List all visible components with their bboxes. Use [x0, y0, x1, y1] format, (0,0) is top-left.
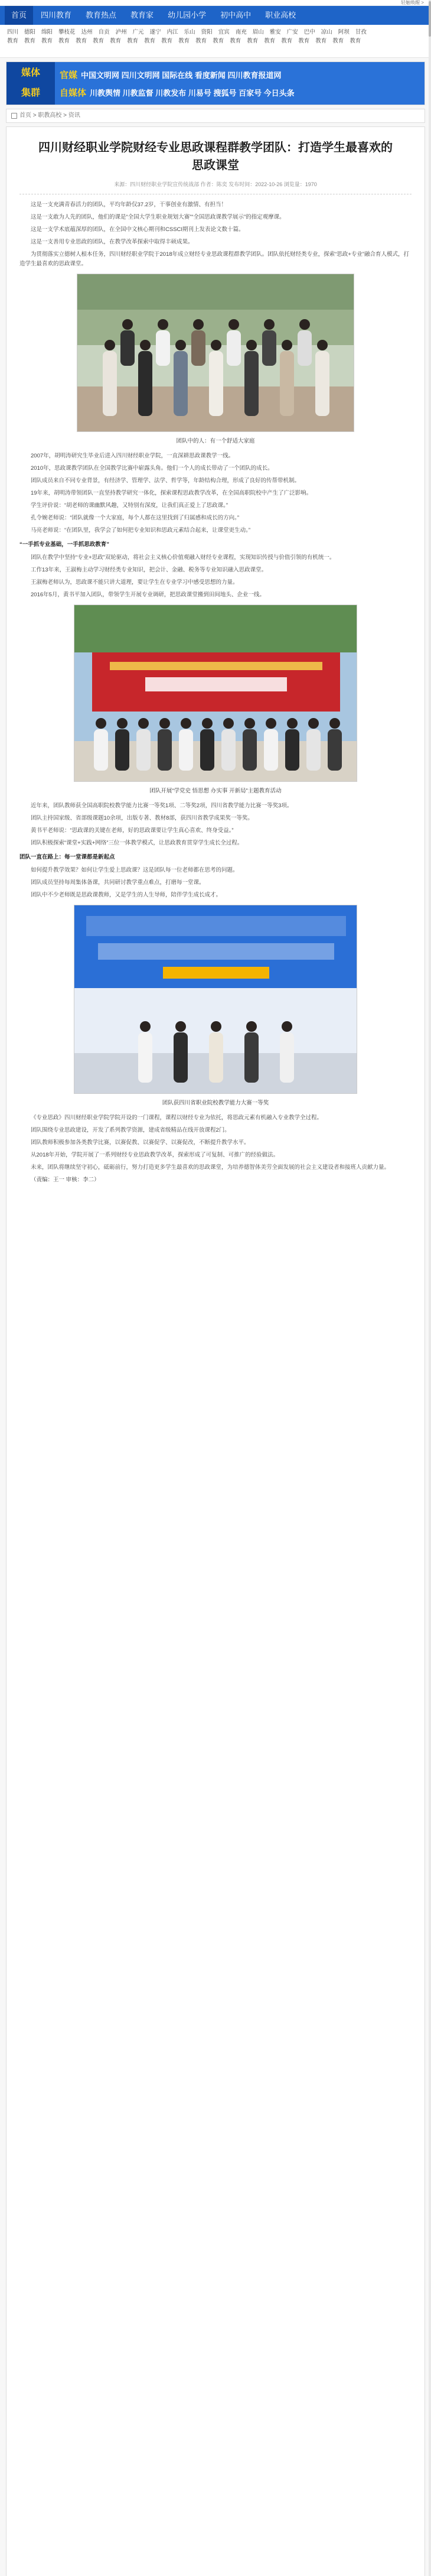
- article-paragraph: 工作13年来，王淑梅主动学习财经类专业知识，把会计、金融、税务等专业知识融入思政课堂。: [31, 567, 267, 573]
- person-head: [211, 1021, 221, 1032]
- region-link[interactable]: 德阳: [24, 29, 36, 35]
- region-link[interactable]: 教育: [127, 38, 139, 44]
- person-head: [223, 718, 234, 729]
- paragraph-group-d: [19, 801, 412, 848]
- person-figure: [262, 330, 276, 366]
- person-figure: [280, 351, 294, 416]
- page-scrollbar[interactable]: [429, 0, 431, 2576]
- person-figure: [174, 1032, 188, 1083]
- article-paragraph: 近年来，团队教师获全国高职院校教学能力比赛一等奖1项、二等奖2项，四川省教学能力比赛一等奖3项。: [31, 803, 293, 809]
- region-link[interactable]: 教育: [281, 38, 293, 44]
- article-paragraph: 2007年，胡明涛研究生毕业后进入四川财经职业学院，一直深耕思政课教学一线。: [31, 453, 234, 459]
- article-paragraph: 学生评价说：“胡老师的课幽默风趣，又特别有深度，让我们真正爱上了思政课。”: [31, 502, 228, 509]
- nav-item[interactable]: 教育热点: [86, 11, 117, 20]
- region-link[interactable]: 甘孜: [355, 29, 367, 35]
- region-link[interactable]: 资阳: [201, 29, 213, 35]
- person-head: [122, 319, 133, 330]
- person-figure: [136, 729, 151, 771]
- region-link[interactable]: 宜宾: [218, 29, 230, 35]
- region-link[interactable]: 南充: [235, 29, 247, 35]
- person-head: [211, 340, 221, 350]
- person-figure: [306, 729, 321, 771]
- region-link[interactable]: 教育: [93, 38, 105, 44]
- banner-line-2-key: 自媒体: [60, 87, 87, 98]
- region-link[interactable]: 教育: [298, 38, 310, 44]
- editor-note: （责编：王一 审核：李二）: [31, 1177, 100, 1183]
- person-head: [96, 718, 106, 729]
- topbar-text: 轻触唤醒 >: [401, 0, 424, 5]
- scrollbar-thumb[interactable]: [429, 1, 431, 37]
- article-paragraph: 为贯彻落实立德树人根本任务，四川财经职业学院于2018年成立财经专业思政课程群教学团队。团队依托财经类专业，探索“思政+专业”融合育人模式，打造学生最喜欢的思政课堂。: [19, 251, 410, 267]
- person-figure: [315, 351, 329, 416]
- region-link[interactable]: 教育: [230, 38, 241, 44]
- person-head: [282, 340, 292, 350]
- person-head: [329, 718, 340, 729]
- activity-photo-image: [74, 605, 357, 782]
- person-head: [308, 718, 319, 729]
- person-head: [299, 319, 310, 330]
- person-figure: [158, 729, 172, 771]
- person-figure: [298, 330, 312, 366]
- award-photo-image: [74, 905, 357, 1094]
- subhead-2: 团队一直在路上：每一堂课都是新起点: [19, 854, 115, 860]
- region-link[interactable]: 教育: [24, 38, 36, 44]
- banner-line-1: [60, 69, 420, 81]
- region-link[interactable]: 攀枝花: [58, 29, 76, 35]
- region-link[interactable]: 教育: [247, 38, 259, 44]
- person-figure: [138, 351, 152, 416]
- person-head: [158, 319, 168, 330]
- region-link[interactable]: 教育: [195, 38, 207, 44]
- region-link[interactable]: 广元: [132, 29, 144, 35]
- person-figure: [174, 351, 188, 416]
- person-head: [266, 718, 276, 729]
- paragraph-group-e: [19, 866, 412, 900]
- person-figure: [200, 729, 214, 771]
- article-meta: 来源：四川财经职业学院宣传统战部 作者：陈奕 发布时间：2022-10-26 浏览量：1970: [19, 180, 412, 194]
- region-link[interactable]: 达州: [81, 29, 93, 35]
- region-link[interactable]: 教育: [264, 38, 276, 44]
- person-figure: [156, 330, 170, 366]
- region-link[interactable]: 凉山: [321, 29, 332, 35]
- breadcrumb: [6, 109, 425, 123]
- region-link[interactable]: 教育: [76, 38, 87, 44]
- article-paragraph: 团队在教学中坚持“专业+思政”双轮驱动，将社会主义核心价值观融入财经专业课程，实现知识传授与价值引领的有机统一。: [31, 554, 335, 561]
- person-figure: [103, 351, 117, 416]
- banner-line-1-text: 中国文明网 四川文明网 国际在线 看度新闻 四川教育报道网: [81, 70, 282, 80]
- person-head: [181, 718, 191, 729]
- article-body: [19, 200, 412, 1185]
- paragraph-group-c: [19, 553, 412, 600]
- banner-line-1-key: 官媒: [60, 70, 78, 80]
- nav-item[interactable]: 四川教育: [41, 11, 72, 20]
- region-link[interactable]: 内江: [166, 29, 178, 35]
- banner-lines: [55, 62, 425, 105]
- region-link[interactable]: 教育: [144, 38, 156, 44]
- person-figure: [221, 729, 236, 771]
- activity-photo: [74, 605, 357, 782]
- person-figure: [115, 729, 129, 771]
- region-link[interactable]: 教育: [58, 38, 70, 44]
- person-figure: [94, 729, 108, 771]
- person-figure: [120, 330, 135, 366]
- photo-caption-3: 团队获四川省职业院校教学能力大赛一等奖: [162, 1100, 269, 1106]
- paragraph-group-a: [19, 200, 412, 269]
- region-row: [7, 28, 424, 37]
- person-head: [117, 718, 128, 729]
- person-figure: [209, 1032, 223, 1083]
- person-figure: [280, 1032, 294, 1083]
- article-paragraph: 黄书平老师说：“思政课的关键在老师，好的思政课要让学生真心喜欢、终身受益。”: [31, 827, 234, 834]
- team-photo-image: [77, 274, 354, 432]
- person-head: [287, 718, 298, 729]
- subhead-1: “一手抓专业基础，一手抓思政教育”: [19, 541, 110, 548]
- person-figure: [243, 729, 257, 771]
- paragraph-group-b: [19, 451, 412, 535]
- breadcrumb-text[interactable]: 首页 > 职教高校 > 资讯: [19, 112, 80, 119]
- article-paragraph: 《专业思政》四川财经职业学院学院开设的一门课程，课程以财经专业为依托，将思政元素有机融入专业教学全过程。: [31, 1115, 323, 1121]
- person-head: [138, 718, 149, 729]
- person-figure: [227, 330, 241, 366]
- article-paragraph: 团队成员坚持每周集体备课，共同研讨教学重点难点，打磨每一堂课。: [31, 879, 205, 886]
- person-head: [193, 319, 204, 330]
- photo-caption-2: 团队开展“学党史 悟思想 办实事 开新局”主题教育活动: [149, 788, 282, 794]
- article-paragraph: 团队中不少老师既是思政课教师，又是学生的人生导师，陪伴学生成长成才。: [31, 892, 222, 898]
- region-link[interactable]: 教育: [213, 38, 224, 44]
- photo-caption-1: 团队中的人：有一个舒适大家庭: [176, 438, 255, 444]
- region-link[interactable]: 四川: [7, 29, 19, 35]
- person-head: [246, 1021, 257, 1032]
- article-paragraph: 这是一支敢为人先的团队，他们的课是“全国大学生职业规划大赛”“全国思政课教学展示”的指定观摩课。: [31, 214, 285, 220]
- region-link[interactable]: 绵阳: [41, 29, 53, 35]
- person-head: [140, 340, 151, 350]
- person-figure: [328, 729, 342, 771]
- topbar: [0, 0, 431, 6]
- person-head: [246, 340, 257, 350]
- article-paragraph: 从2018年开始，学院开展了一系列财经专业思政教学改革，探索形成了可复制、可推广的经验做法。: [31, 1152, 279, 1158]
- person-head: [282, 1021, 292, 1032]
- person-figure: [244, 1032, 259, 1083]
- nav-item[interactable]: 幼儿园小学: [168, 11, 207, 20]
- nav-item[interactable]: 首页: [5, 6, 33, 25]
- person-head: [140, 1021, 151, 1032]
- article-paragraph: 马亮老师说：“在团队里，我学会了如何把专业知识和思政元素结合起来，让课堂更生动。”: [31, 527, 251, 534]
- banner-logo-bottom: 集群: [21, 88, 40, 98]
- region-link[interactable]: 自贡: [98, 29, 110, 35]
- article-paragraph: 团队主持国家级、省部级课题10余项，出版专著、教材8部，获四川省教学成果奖一等奖。: [31, 815, 253, 821]
- person-head: [264, 319, 275, 330]
- person-head: [159, 718, 170, 729]
- team-photo: [77, 274, 354, 432]
- article-title: 四川财经职业学院财经专业思政课程群教学团队：打造学生最喜欢的思政课堂: [38, 141, 393, 172]
- banner-logo: [6, 62, 55, 105]
- banner-line-2: [60, 86, 420, 99]
- article-paragraph: 19年来，胡明涛带领团队一直坚持教学研究一体化，探索课程思政教学改革，在全国高职院校中产生了广泛影响。: [31, 490, 312, 496]
- region-link[interactable]: 阿坝: [338, 29, 350, 35]
- nav-item[interactable]: 教育家: [130, 11, 154, 20]
- person-head: [317, 340, 328, 350]
- region-link[interactable]: 教育: [110, 38, 122, 44]
- article-paragraph: 团队成员来自不同专业背景，有经济学、管理学、法学、哲学等，年龄结构合理，形成了良好的传帮带机制。: [31, 477, 301, 484]
- region-link[interactable]: 眉山: [252, 29, 264, 35]
- region-link[interactable]: 乐山: [184, 29, 195, 35]
- region-link[interactable]: 广安: [286, 29, 298, 35]
- article-paragraph: 团队教师积极参加各类教学比赛，以赛促教、以赛促学、以赛促改，不断提升教学水平。: [31, 1139, 250, 1146]
- person-figure: [285, 729, 299, 771]
- article-paragraph: 这是一支善用专业思政的团队，在教学改革探索中取得丰硕成果。: [31, 239, 194, 245]
- nav-item[interactable]: 职业高校: [265, 11, 296, 20]
- banner-line-2-text: 川教舆情 川教监督 川教发布 川易号 搜狐号 百家号 今日头条: [90, 88, 295, 98]
- article-paragraph: 如何提升教学效果？如何让学生爱上思政课？这是团队每一位老师都在思考的问题。: [31, 867, 239, 873]
- banner-logo-top: 媒体: [21, 68, 40, 78]
- region-link[interactable]: 雅安: [269, 29, 281, 35]
- region-link[interactable]: 遂宁: [149, 29, 161, 35]
- region-link[interactable]: 教育: [7, 38, 19, 44]
- person-head: [202, 718, 213, 729]
- region-link[interactable]: 教育: [41, 38, 53, 44]
- region-link[interactable]: 教育: [332, 38, 344, 44]
- person-head: [175, 1021, 186, 1032]
- person-head: [175, 340, 186, 350]
- article-paragraph: 团队积极探索“课堂+实践+网络”三位一体教学模式，让思政教育贯穿学生成长全过程。: [31, 840, 243, 846]
- person-figure: [264, 729, 278, 771]
- article-paragraph: 2016年5月，黄书平加入团队，带领学生开展专业调研，把思政课堂搬到田间地头、企业一线。: [31, 592, 265, 598]
- article-paragraph: 未来，团队将继续坚守初心，砥砺前行，努力打造更多学生最喜欢的思政课堂，为培养德智体美劳全面发展的社会主义建设者和接班人贡献力量。: [31, 1164, 390, 1171]
- region-row-edu: [7, 37, 424, 46]
- paragraph-group-f: [19, 1113, 412, 1172]
- award-photo: [74, 905, 357, 1094]
- article: [6, 126, 425, 2576]
- article-paragraph: 王淑梅老师认为，思政课不能只讲大道理，要让学生在专业学习中感受思想的力量。: [31, 579, 239, 586]
- region-link[interactable]: 教育: [350, 38, 361, 44]
- article-paragraph: 团队围绕专业思政建设，开发了系列教学资源，建成省级精品在线开放课程2门。: [31, 1127, 230, 1133]
- main-nav: [0, 6, 431, 25]
- person-figure: [244, 351, 259, 416]
- region-link[interactable]: 泸州: [115, 29, 127, 35]
- article-paragraph: 孔令婉老师说：“团队就像一个大家庭，每个人都在这里找到了归属感和成长的方向。”: [31, 515, 240, 521]
- home-icon[interactable]: [11, 113, 17, 119]
- person-figure: [138, 1032, 152, 1083]
- article-paragraph: 这是一支学术底蕴深厚的团队，在全国中文核心期刊和CSSCI期刊上发表论文数十篇。: [31, 226, 244, 233]
- article-paragraph: 2010年，思政课教学团队在全国教学比赛中崭露头角。他们一个人的成长带动了一个团队的成长。: [31, 465, 273, 472]
- person-figure: [191, 330, 205, 366]
- media-banner[interactable]: [6, 61, 425, 105]
- region-link[interactable]: 教育: [315, 38, 327, 44]
- article-paragraph: 这是一支充满青春活力的团队，平均年龄仅37.2岁，干事创业有激情、有担当！: [31, 202, 227, 208]
- nav-item[interactable]: 初中高中: [220, 11, 252, 20]
- person-figure: [209, 351, 223, 416]
- region-subnav: [0, 25, 431, 58]
- person-head: [105, 340, 115, 350]
- person-figure: [179, 729, 193, 771]
- region-link[interactable]: 教育: [178, 38, 190, 44]
- person-head: [244, 718, 255, 729]
- region-link[interactable]: 巴中: [303, 29, 315, 35]
- region-link[interactable]: 教育: [161, 38, 173, 44]
- person-head: [228, 319, 239, 330]
